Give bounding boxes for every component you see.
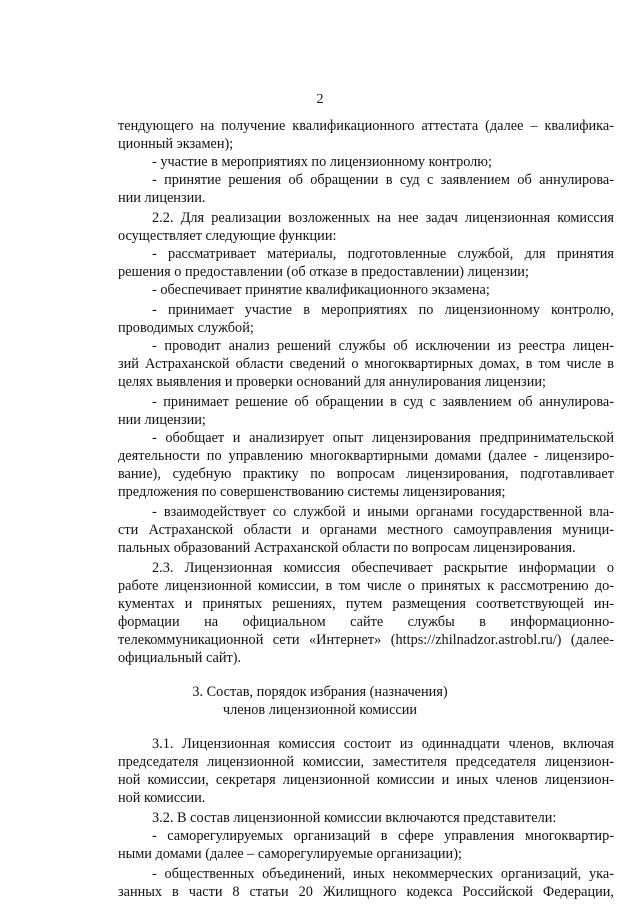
page-number: 2 bbox=[316, 92, 324, 107]
text-line: проводимых службой; bbox=[118, 320, 254, 336]
text-line: 2.3. Лицензионная комиссия обеспечивает раскрытие информации о bbox=[152, 560, 614, 576]
text-line: ционный экзамен); bbox=[118, 136, 234, 152]
text-line: 3.2. В состав лицензионной комиссии включаются представители: bbox=[152, 810, 557, 826]
text-line: тендующего на получение квалификационного аттестата (далее – квалифика- bbox=[118, 118, 614, 134]
text-line: ной комиссии, секретаря лицензионной комиссии и иных членов лицензион- bbox=[118, 772, 614, 788]
text-line: работе лицензионной комиссии, в том числе о принятых к рассмотрению до- bbox=[118, 578, 614, 594]
text-line: - принятие решения об обращении в суд с заявлением об аннулирова- bbox=[152, 172, 614, 188]
text-line: кументах и принятых решениях, путем размещения соответствующей ин- bbox=[118, 596, 614, 612]
text-line: председателя лицензионной комиссии, заместителя председателя лицензион- bbox=[118, 754, 614, 770]
text-line: - принимает решение об обращении в суд с заявлением об аннулирова- bbox=[152, 394, 614, 410]
text-line: пальных образований Астраханской области по вопросам лицензирования. bbox=[118, 540, 576, 556]
text-line: ными домами (далее – саморегулируемые организации); bbox=[118, 846, 462, 862]
text-line: - обеспечивает принятие квалификационного экзамена; bbox=[152, 282, 490, 298]
text-line: - общественных объединений, иных некоммерческих организаций, ука- bbox=[152, 866, 614, 882]
text-line: телекоммуникационной сети «Интернет» (https://zhilnadzor.astrobl.ru/) (далее- bbox=[118, 632, 614, 648]
text-line: нии лицензии; bbox=[118, 412, 206, 428]
text-line: нии лицензии. bbox=[118, 190, 206, 206]
text-line: 3.1. Лицензионная комиссия состоит из одиннадцати членов, включая bbox=[152, 736, 614, 752]
text-line: - принимает участие в мероприятиях по лицензионному контролю, bbox=[152, 302, 614, 318]
text-line: решения о предоставлении (об отказе в предоставлении) лицензии; bbox=[118, 264, 529, 280]
section-heading-line-2: членов лицензионной комиссии bbox=[222, 702, 418, 718]
text-line: занных в части 8 статьи 20 Жилищного кодекса Российской Федерации, bbox=[118, 884, 614, 900]
text-line: вание), судебную практику по вопросам лицензирования, подготавливает bbox=[118, 466, 614, 482]
text-line: осуществляет следующие функции: bbox=[118, 228, 337, 244]
text-line: официальный сайт). bbox=[118, 650, 242, 666]
text-line: предложения по совершенствованию системы лицензирования; bbox=[118, 484, 506, 500]
text-line: - обобщает и анализирует опыт лицензирования предпринимательской bbox=[152, 430, 614, 446]
text-line: формации на официальном сайте службы в информационно- bbox=[118, 614, 614, 630]
text-line: ной комиссии. bbox=[118, 790, 206, 806]
text-line: - участие в мероприятиях по лицензионному контролю; bbox=[152, 154, 492, 170]
text-line: 2.2. Для реализации возложенных на нее задач лицензионная комиссия bbox=[152, 210, 614, 226]
text-line: деятельности по управлению многоквартирными домами (далее - лицензиро- bbox=[118, 448, 614, 464]
section-heading-line-1: 3. Состав, порядок избрания (назначения) bbox=[192, 684, 448, 700]
text-line: - взаимодействует со службой и иными органами государственной вла- bbox=[152, 504, 614, 520]
text-line: сти Астраханской области и органами местного самоуправления муници- bbox=[118, 522, 614, 538]
text-line: зий Астраханской области сведений о многоквартирных домах, в том числе в bbox=[118, 356, 614, 372]
text-line: - проводит анализ решений службы об исключении из реестра лицен- bbox=[152, 338, 614, 354]
text-line: - саморегулируемых организаций в сфере управления многоквартир- bbox=[152, 828, 614, 844]
text-line: целях выявления и проверки оснований для аннулирования лицензии; bbox=[118, 374, 546, 390]
text-line: - рассматривает материалы, подготовленные службой, для принятия bbox=[152, 246, 614, 262]
